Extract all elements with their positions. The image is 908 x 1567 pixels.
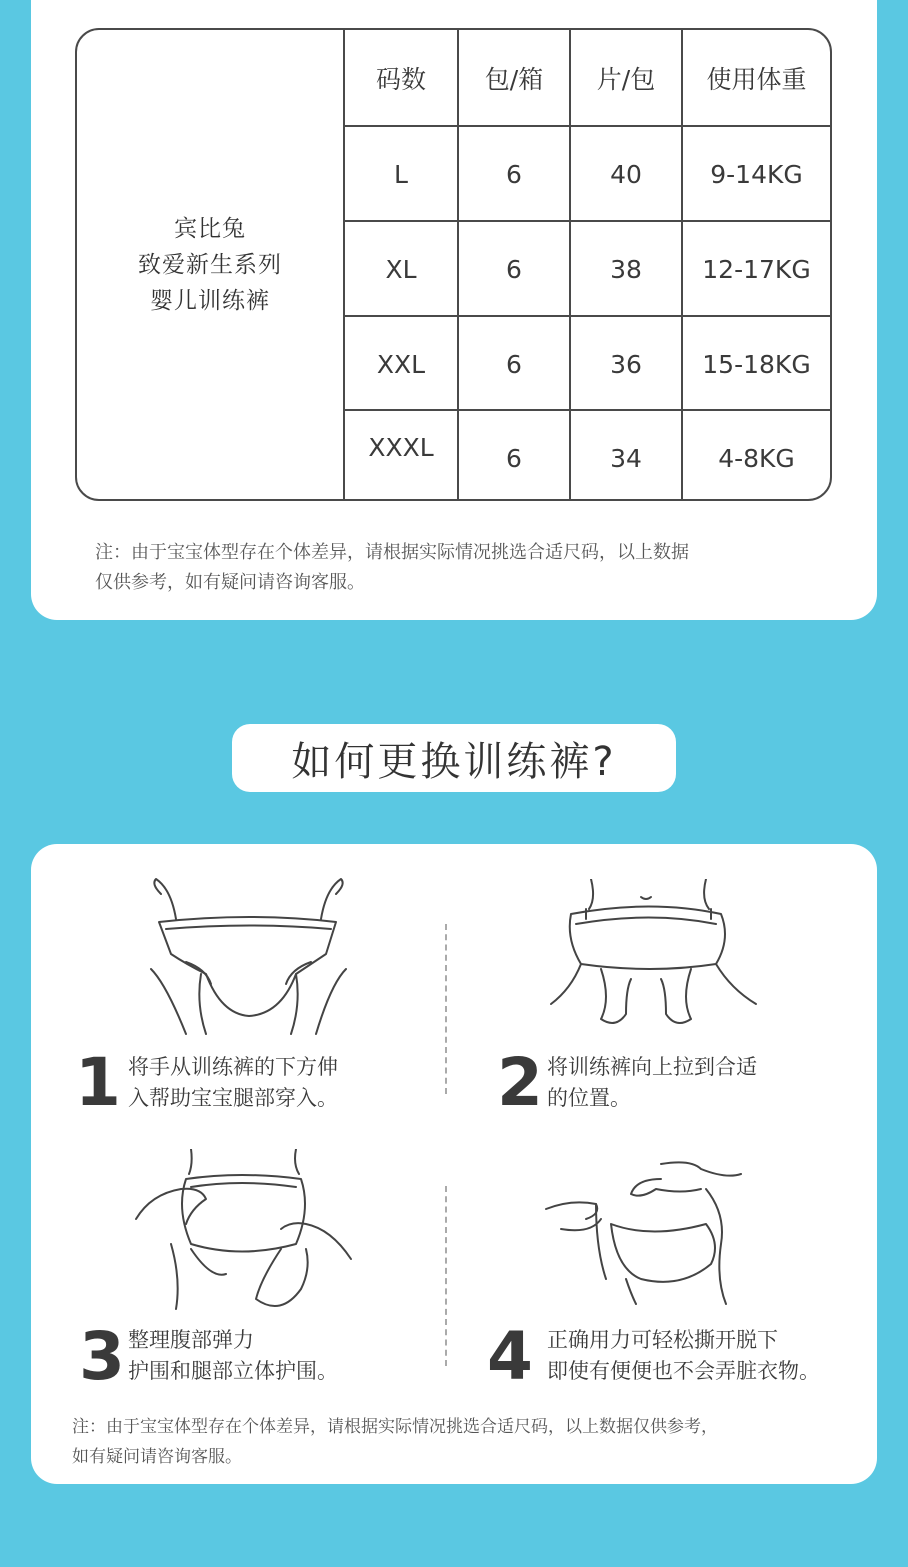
cell-pieces: 34 [569, 411, 681, 501]
step-text-line: 正确用力可轻松撕开脱下 [547, 1328, 778, 1352]
cell-packs: 6 [457, 222, 569, 317]
product-brand: 宾比兔 [174, 215, 246, 242]
cell-size: L [394, 160, 408, 189]
product-name [77, 30, 343, 499]
size-disclaimer-line2: 仅供参考，如有疑问请咨询客服。 [95, 572, 365, 593]
product-type: 婴儿训练裤 [150, 287, 270, 314]
step-text-line: 即使有便便也不会弄脏衣物。 [547, 1359, 820, 1383]
step-text-line: 将手从训练裤的下方伸 [128, 1055, 338, 1079]
cell-packs: 6 [457, 411, 569, 501]
howto-disclaimer [72, 1412, 832, 1472]
table-header-row [345, 30, 830, 125]
cell-weight: 4-8KG [681, 411, 830, 501]
step-text-line: 护围和腿部立体护围。 [128, 1359, 338, 1383]
step-divider [445, 924, 447, 1094]
step-4-text [547, 1325, 820, 1387]
step-divider [445, 1186, 447, 1366]
cell-pieces: 40 [569, 127, 681, 222]
cell-packs: 6 [457, 317, 569, 411]
step-number: 3 [79, 1318, 125, 1395]
step-text-line: 将训练裤向上拉到合适 [547, 1055, 757, 1079]
cell-pieces: 38 [569, 222, 681, 317]
step-number: 1 [75, 1044, 121, 1121]
cell-size: XXXL [368, 433, 434, 462]
size-disclaimer [95, 538, 835, 598]
step-text-line: 的位置。 [547, 1086, 631, 1110]
cell-weight: 15-18KG [681, 317, 830, 411]
cell-pieces: 36 [569, 317, 681, 411]
step-number: 4 [487, 1318, 533, 1395]
table-row [345, 125, 830, 222]
howto-disclaimer-line2: 如有疑问请咨询客服。 [72, 1447, 242, 1467]
product-series: 致爱新生系列 [138, 251, 282, 278]
pulling-pants-up-icon [541, 879, 761, 1039]
cell-packs: 6 [457, 127, 569, 222]
step-3-text [128, 1325, 338, 1387]
tearing-side-seam-icon [541, 1159, 766, 1309]
howto-title: 如何更换训练裤? [232, 724, 676, 792]
size-disclaimer-line1: 注：由于宝宝体型存在个体差异，请根据实际情况挑选合适尺码，以上数据 [95, 542, 689, 563]
header-weight: 使用体重 [681, 30, 830, 125]
howto-card [31, 844, 877, 1484]
header-packs-per-box: 包/箱 [457, 30, 569, 125]
table-row [345, 409, 830, 501]
cell-weight: 12-17KG [681, 222, 830, 317]
hands-holding-pants-icon [141, 874, 361, 1039]
cell-size: XL [385, 255, 417, 284]
step-number: 2 [497, 1044, 543, 1121]
step-2-text [547, 1052, 757, 1114]
table-row [345, 220, 830, 317]
header-pieces-per-pack: 片/包 [569, 30, 681, 125]
cell-weight: 9-14KG [681, 127, 830, 222]
size-table [75, 28, 832, 501]
step-1-text [128, 1052, 338, 1114]
table-row [345, 315, 830, 411]
howto-disclaimer-line1: 注：由于宝宝体型存在个体差异，请根据实际情况挑选合适尺码，以上数据仅供参考， [72, 1417, 718, 1437]
cell-size: XXL [376, 349, 426, 379]
step-text-line: 整理腹部弹力 [128, 1328, 254, 1352]
header-size: 码数 [375, 64, 426, 94]
size-chart-card [31, 0, 877, 620]
step-text-line: 入帮助宝宝腿部穿入。 [128, 1086, 338, 1110]
adjusting-leg-cuffs-icon [131, 1149, 356, 1319]
size-grid [343, 30, 830, 499]
